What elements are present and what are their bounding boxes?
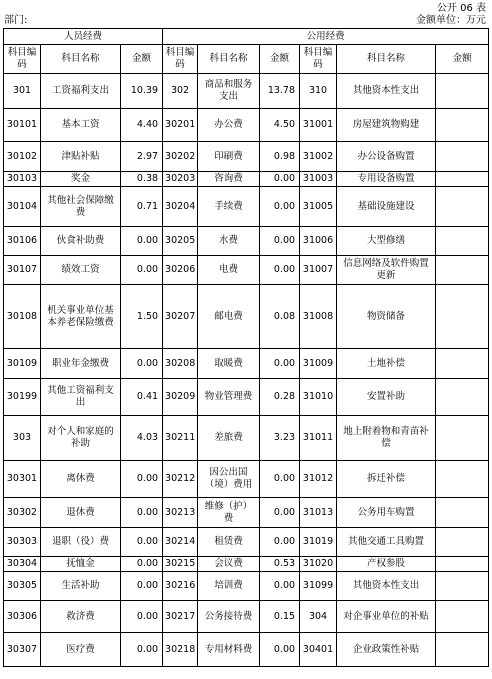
amount-cell: 4.50 (260, 109, 300, 142)
amount-cell (436, 557, 489, 572)
code-cell: 302 (163, 74, 198, 109)
table-row (4, 498, 489, 528)
amount-cell (436, 256, 489, 285)
code-cell: 30204 (163, 187, 198, 227)
amount-cell: 4.40 (121, 109, 163, 142)
name-cell: 印刷费 (198, 142, 260, 172)
table-row (4, 109, 489, 142)
amount-cell (436, 379, 489, 416)
amount-cell: 0.38 (121, 172, 163, 187)
name-cell: 地上附着物和青苗补偿 (337, 416, 436, 461)
name-cell: 基本工资 (41, 109, 121, 142)
name-cell: 工资福利支出 (41, 74, 121, 109)
code-cell: 30101 (4, 109, 41, 142)
table-row (4, 285, 489, 349)
code-cell: 31001 (300, 109, 337, 142)
form-number: 公开 06 表 (436, 3, 486, 14)
code-cell: 30211 (163, 416, 198, 461)
name-cell: 取暖费 (198, 349, 260, 379)
col-header-name: 科目名称 (198, 45, 260, 74)
code-cell: 31013 (300, 498, 337, 528)
name-cell: 商品和服务支出 (198, 74, 260, 109)
expenditure-table (3, 28, 489, 667)
code-cell: 30218 (163, 633, 198, 667)
code-cell: 30202 (163, 142, 198, 172)
code-cell: 30217 (163, 601, 198, 633)
table-row (4, 349, 489, 379)
code-cell: 31020 (300, 557, 337, 572)
table-row (4, 227, 489, 256)
amount-cell: 0.00 (121, 349, 163, 379)
amount-cell: 0.00 (121, 498, 163, 528)
table-row (4, 379, 489, 416)
code-cell: 310 (300, 74, 337, 109)
name-cell: 水费 (198, 227, 260, 256)
amount-cell: 0.00 (121, 572, 163, 601)
amount-cell: 1.50 (121, 285, 163, 349)
amount-cell (436, 528, 489, 557)
amount-cell (436, 285, 489, 349)
table-row (4, 633, 489, 667)
code-cell: 31099 (300, 572, 337, 601)
code-cell: 31006 (300, 227, 337, 256)
amount-cell (436, 172, 489, 187)
amount-cell: 0.00 (121, 256, 163, 285)
code-cell: 31007 (300, 256, 337, 285)
amount-cell: 0.41 (121, 379, 163, 416)
name-cell: 拆迁补偿 (337, 461, 436, 498)
code-cell: 30106 (4, 227, 41, 256)
table-row (4, 601, 489, 633)
code-cell: 30214 (163, 528, 198, 557)
name-cell: 其他资本性支出 (337, 572, 436, 601)
name-cell: 产权参股 (337, 557, 436, 572)
amount-cell (436, 349, 489, 379)
col-header-code: 科目编码 (163, 45, 198, 74)
table-row (4, 74, 489, 109)
table-row (4, 557, 489, 572)
amount-cell: 0.00 (260, 349, 300, 379)
code-cell: 31011 (300, 416, 337, 461)
group-header-row (4, 29, 489, 45)
department-label: 部门: (4, 15, 28, 26)
amount-cell: 2.97 (121, 142, 163, 172)
col-header-amount: 金额 (260, 45, 300, 74)
col-header-amount: 金额 (121, 45, 163, 74)
col-header-name: 科目名称 (337, 45, 436, 74)
amount-cell: 0.00 (121, 557, 163, 572)
name-cell: 因公出国（境）费用 (198, 461, 260, 498)
code-cell: 31003 (300, 172, 337, 187)
amount-cell (436, 633, 489, 667)
amount-cell (436, 461, 489, 498)
name-cell: 公务接待费 (198, 601, 260, 633)
name-cell: 离休费 (41, 461, 121, 498)
code-cell: 30201 (163, 109, 198, 142)
amount-cell: 0.71 (121, 187, 163, 227)
name-cell: 差旅费 (198, 416, 260, 461)
name-cell: 办公设备购置 (337, 142, 436, 172)
amount-cell (436, 187, 489, 227)
name-cell: 租赁费 (198, 528, 260, 557)
code-cell: 31012 (300, 461, 337, 498)
code-cell: 30215 (163, 557, 198, 572)
amount-cell: 0.00 (121, 528, 163, 557)
amount-cell: 0.00 (121, 601, 163, 633)
amount-cell (436, 142, 489, 172)
amount-cell: 0.00 (121, 227, 163, 256)
name-cell: 生活补助 (41, 572, 121, 601)
name-cell: 其他社会保障缴费 (41, 187, 121, 227)
amount-cell: 0.00 (260, 187, 300, 227)
amount-cell: 0.08 (260, 285, 300, 349)
name-cell: 医疗费 (41, 633, 121, 667)
name-cell: 邮电费 (198, 285, 260, 349)
code-cell: 30302 (4, 498, 41, 528)
amount-cell: 0.28 (260, 379, 300, 416)
name-cell: 企业政策性补贴 (337, 633, 436, 667)
name-cell: 机关事业单位基本养老保险缴费 (41, 285, 121, 349)
table-row (4, 416, 489, 461)
name-cell: 培训费 (198, 572, 260, 601)
code-cell: 30212 (163, 461, 198, 498)
table-row (4, 528, 489, 557)
amount-cell: 0.00 (260, 572, 300, 601)
name-cell: 伙食补助费 (41, 227, 121, 256)
name-cell: 物业管理费 (198, 379, 260, 416)
amount-cell: 0.00 (260, 633, 300, 667)
name-cell: 维修（护）费 (198, 498, 260, 528)
code-cell: 30103 (4, 172, 41, 187)
code-cell: 30303 (4, 528, 41, 557)
code-cell: 30401 (300, 633, 337, 667)
amount-cell: 0.98 (260, 142, 300, 172)
amount-cell: 0.00 (260, 172, 300, 187)
code-cell: 31002 (300, 142, 337, 172)
code-cell: 30216 (163, 572, 198, 601)
code-cell: 30208 (163, 349, 198, 379)
code-cell: 30213 (163, 498, 198, 528)
code-cell: 30109 (4, 349, 41, 379)
name-cell: 咨询费 (198, 172, 260, 187)
name-cell: 职业年金缴费 (41, 349, 121, 379)
code-cell: 30206 (163, 256, 198, 285)
name-cell: 大型修缮 (337, 227, 436, 256)
amount-cell: 13.78 (260, 74, 300, 109)
code-cell: 30305 (4, 572, 41, 601)
table-row (4, 256, 489, 285)
amount-cell (436, 601, 489, 633)
amount-cell (436, 572, 489, 601)
name-cell: 其他工资福利支出 (41, 379, 121, 416)
name-cell: 手续费 (198, 187, 260, 227)
unit-label: 金额单位：万元 (416, 15, 486, 26)
name-cell: 电费 (198, 256, 260, 285)
code-cell: 30304 (4, 557, 41, 572)
name-cell: 公务用车购置 (337, 498, 436, 528)
amount-cell (436, 416, 489, 461)
name-cell: 安置补助 (337, 379, 436, 416)
code-cell: 30102 (4, 142, 41, 172)
code-cell: 31019 (300, 528, 337, 557)
code-cell: 30205 (163, 227, 198, 256)
code-cell: 30209 (163, 379, 198, 416)
code-cell: 30108 (4, 285, 41, 349)
col-header-amount: 金额 (436, 45, 489, 74)
code-cell: 30203 (163, 172, 198, 187)
name-cell: 专用设备购置 (337, 172, 436, 187)
amount-cell: 0.00 (260, 227, 300, 256)
code-cell: 30301 (4, 461, 41, 498)
table-row (4, 187, 489, 227)
amount-cell: 10.39 (121, 74, 163, 109)
code-cell: 304 (300, 601, 337, 633)
name-cell: 退休费 (41, 498, 121, 528)
amount-cell: 0.15 (260, 601, 300, 633)
name-cell: 津贴补贴 (41, 142, 121, 172)
table-row (4, 572, 489, 601)
code-cell: 30199 (4, 379, 41, 416)
amount-cell: 0.00 (121, 461, 163, 498)
col-header-name: 科目名称 (41, 45, 121, 74)
code-cell: 30107 (4, 256, 41, 285)
amount-cell: 0.00 (260, 256, 300, 285)
col-header-code: 科目编码 (4, 45, 41, 74)
name-cell: 土地补偿 (337, 349, 436, 379)
name-cell: 奖金 (41, 172, 121, 187)
name-cell: 对企事业单位的补贴 (337, 601, 436, 633)
code-cell: 301 (4, 74, 41, 109)
code-cell: 30306 (4, 601, 41, 633)
code-cell: 303 (4, 416, 41, 461)
name-cell: 对个人和家庭的补助 (41, 416, 121, 461)
amount-cell (436, 498, 489, 528)
name-cell: 退职（役）费 (41, 528, 121, 557)
amount-cell: 0.00 (260, 461, 300, 498)
table-row (4, 461, 489, 498)
name-cell: 房屋建筑物购建 (337, 109, 436, 142)
code-cell: 31010 (300, 379, 337, 416)
name-cell: 会议费 (198, 557, 260, 572)
amount-cell: 0.00 (260, 498, 300, 528)
code-cell: 30207 (163, 285, 198, 349)
amount-cell: 0.00 (260, 528, 300, 557)
col-header-code: 科目编码 (300, 45, 337, 74)
column-header-row (4, 45, 489, 74)
amount-cell: 0.53 (260, 557, 300, 572)
amount-cell: 3.23 (260, 416, 300, 461)
name-cell: 信息网络及软件购置更新 (337, 256, 436, 285)
code-cell: 31005 (300, 187, 337, 227)
group-public-header: 公用经费 (163, 29, 489, 45)
name-cell: 救济费 (41, 601, 121, 633)
code-cell: 30104 (4, 187, 41, 227)
amount-cell (436, 74, 489, 109)
table-row (4, 142, 489, 172)
name-cell: 抚恤金 (41, 557, 121, 572)
table-row (4, 172, 489, 187)
group-personnel-header: 人员经费 (4, 29, 163, 45)
name-cell: 基础设施建设 (337, 187, 436, 227)
amount-cell (436, 227, 489, 256)
name-cell: 办公费 (198, 109, 260, 142)
amount-cell: 4.03 (121, 416, 163, 461)
code-cell: 31009 (300, 349, 337, 379)
amount-cell: 0.00 (121, 633, 163, 667)
name-cell: 物资储备 (337, 285, 436, 349)
code-cell: 31008 (300, 285, 337, 349)
name-cell: 绩效工资 (41, 256, 121, 285)
name-cell: 专用材料费 (198, 633, 260, 667)
name-cell: 其他资本性支出 (337, 74, 436, 109)
amount-cell (436, 109, 489, 142)
name-cell: 其他交通工具购置 (337, 528, 436, 557)
code-cell: 30307 (4, 633, 41, 667)
